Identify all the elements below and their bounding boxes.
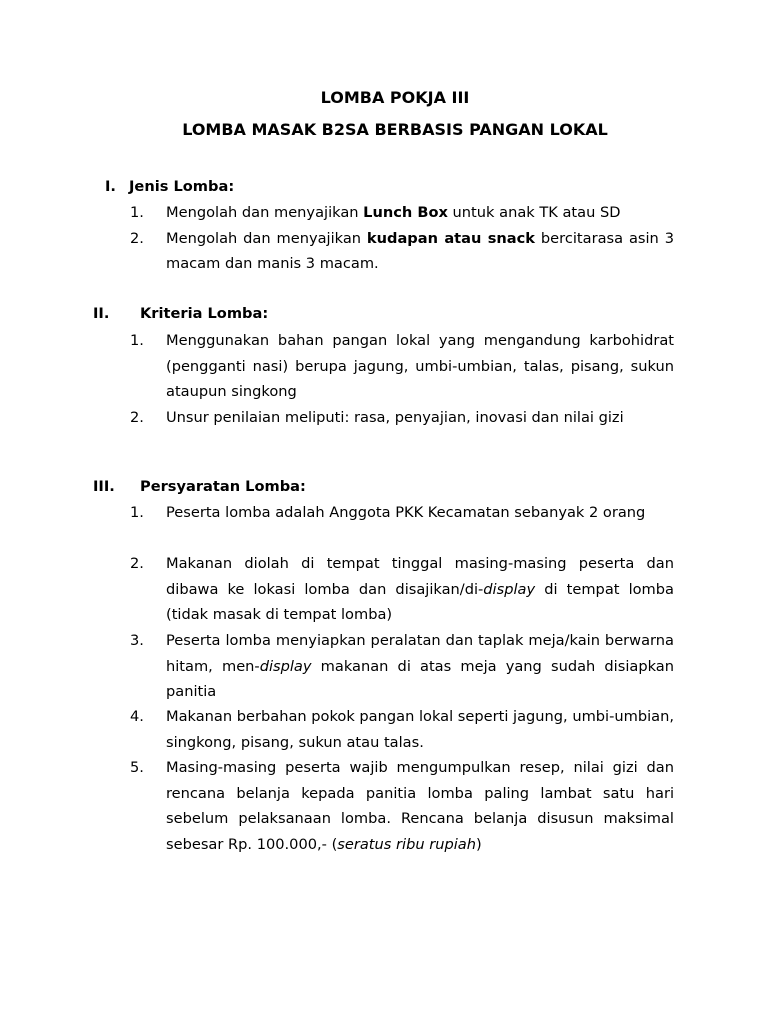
list-item: [130, 500, 674, 526]
list-item-text: Peserta lomba menyiapkan peralatan dan taplak meja/kain berwarna hitam, men-display makanan di atas meja yang sudah disiapkan panitia: [166, 632, 674, 701]
list-item-number: 1.: [130, 504, 144, 521]
list-item: [130, 551, 674, 628]
list-item-number: 5.: [130, 759, 144, 776]
document-subtitle: LOMBA MASAK B2SA BERBASIS PANGAN LOKAL: [182, 120, 608, 139]
list-item: [130, 200, 674, 226]
list-item-text: Peserta lomba adalah Anggota PKK Kecamatan sebanyak 2 orang: [166, 504, 646, 521]
list-item-number: 2.: [130, 555, 144, 572]
list-item-text: Unsur penilaian meliputi: rasa, penyajian, inovasi dan nilai gizi: [166, 409, 624, 426]
list-item-text: Mengolah dan menyajikan Lunch Box untuk anak TK atau SD: [166, 204, 621, 221]
list-item: [130, 628, 674, 705]
list-item-number: 4.: [130, 708, 144, 725]
list-item-number: 3.: [130, 632, 144, 649]
list-item-number: 1.: [130, 204, 144, 221]
section-number: III.: [93, 478, 115, 495]
list-item-text: Masing-masing peserta wajib mengumpulkan resep, nilai gizi dan rencana belanja kepada panitia lomba paling lambat satu hari sebelum pelaksanaan lomba. Rencana belanja disusun maksimal sebesar Rp. 100.000,- (seratus ribu rupiah): [166, 759, 674, 853]
list-item: [130, 328, 674, 405]
list-item: [130, 755, 674, 857]
section-heading: Jenis Lomba:: [129, 178, 235, 195]
list-item: [130, 704, 674, 755]
list-item-text: Mengolah dan menyajikan kudapan atau snack bercitarasa asin 3 macam dan manis 3 macam.: [166, 229, 674, 273]
document-title: LOMBA POKJA III: [320, 88, 470, 107]
list-item-number: 2.: [130, 229, 144, 247]
list-item-text: Makanan berbahan pokok pangan lokal seperti jagung, umbi-umbian, singkong, pisang, sukun atau talas.: [166, 708, 674, 751]
section-heading: Kriteria Lomba:: [140, 305, 269, 322]
list-item: [130, 226, 674, 277]
section-number: II.: [93, 305, 110, 322]
section-number: I.: [105, 178, 116, 195]
list-item-number: 1.: [130, 332, 144, 349]
list-item-number: 2.: [130, 409, 144, 426]
list-item-text: Menggunakan bahan pangan lokal yang mengandung karbohidrat (pengganti nasi) berupa jagung, umbi-umbian, talas, pisang, sukun ataupun singkong: [166, 332, 674, 401]
list-item: [130, 405, 674, 431]
section-heading: Persyaratan Lomba:: [140, 478, 306, 495]
list-item-text: Makanan diolah di tempat tinggal masing-masing peserta dan dibawa ke lokasi lomba dan disajikan/di-display di tempat lomba (tidak masak di tempat lomba): [166, 555, 674, 624]
